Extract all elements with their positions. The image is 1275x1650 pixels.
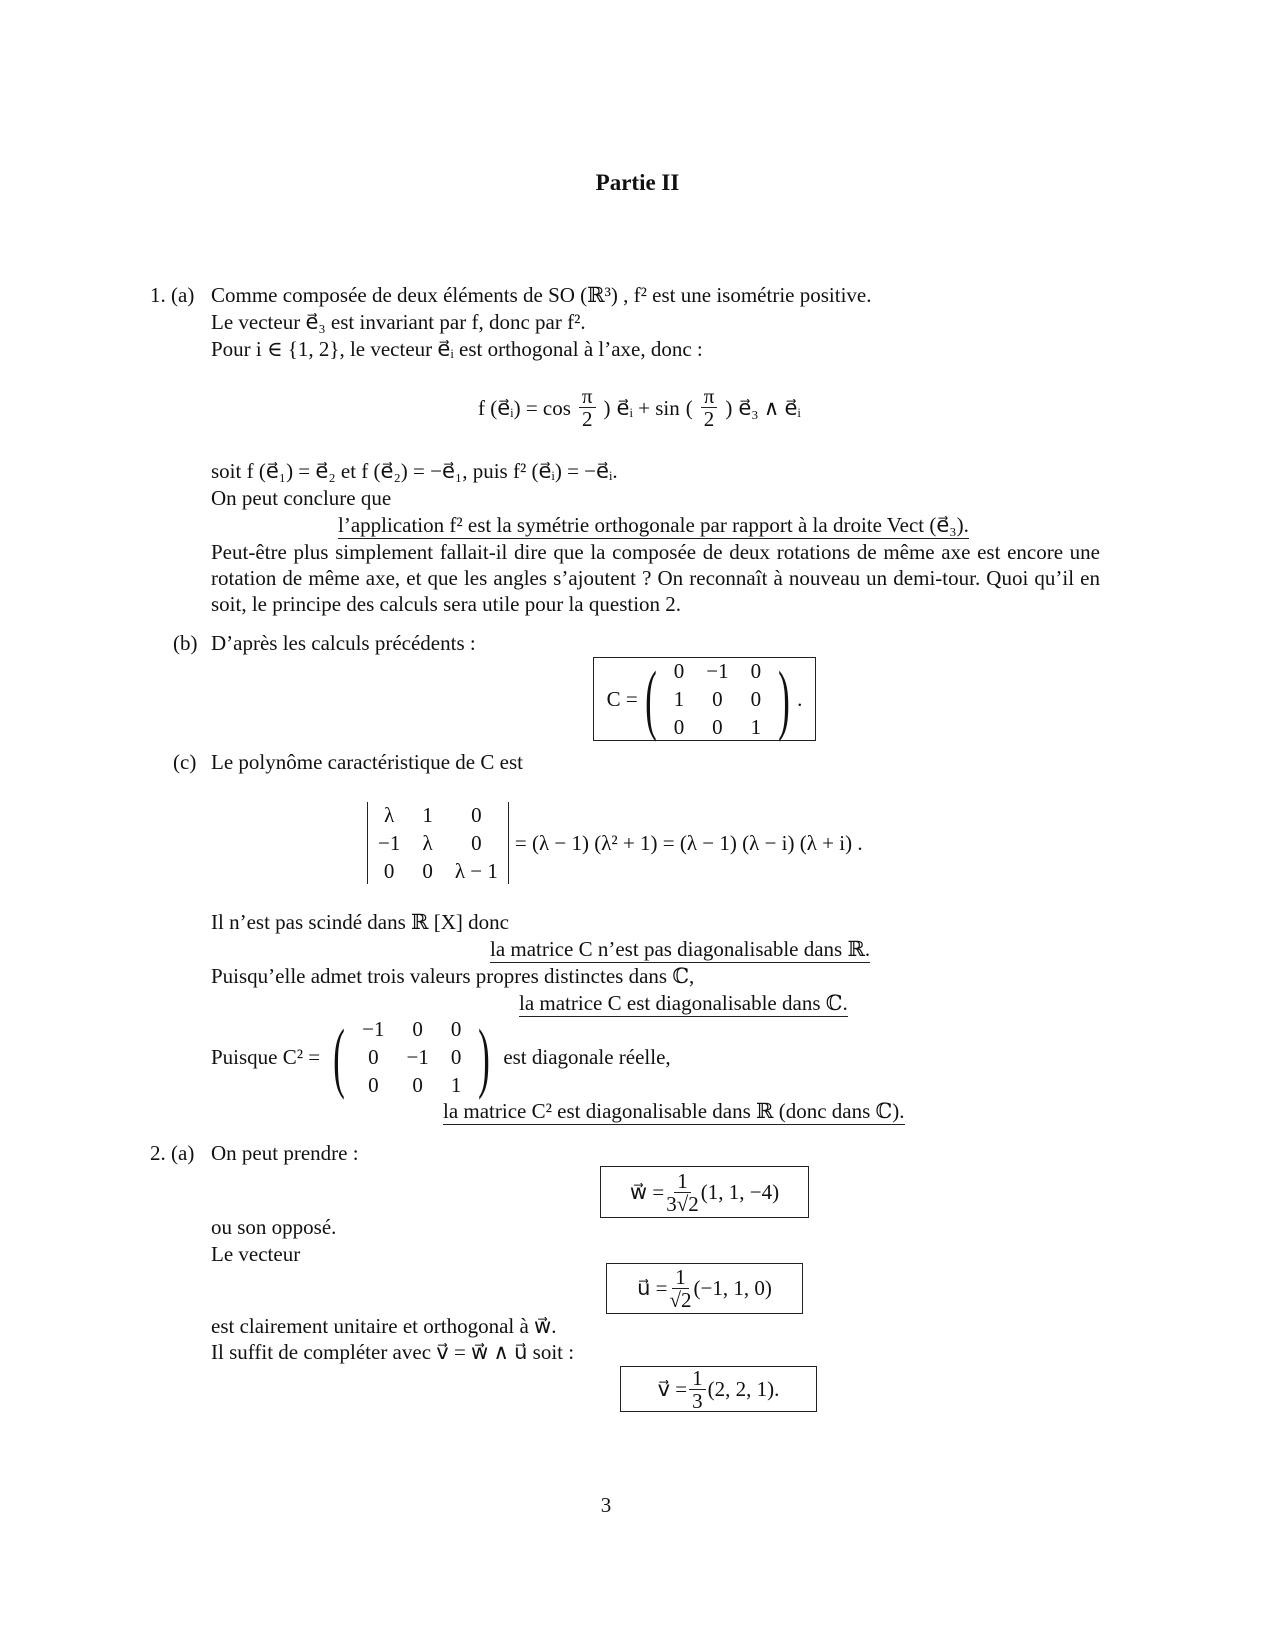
- text-line: Il n’est pas scindé dans ℝ [X] donc: [211, 910, 509, 934]
- eq-part: e⃗ᵢ + sin: [616, 395, 680, 420]
- matrix-cell: 1: [422, 803, 433, 827]
- matrix-cell: 0: [368, 1045, 379, 1069]
- matrix-cell: −1: [706, 659, 729, 683]
- denominator: 3√2: [666, 1191, 699, 1216]
- matrix-cell: 0: [750, 687, 762, 711]
- fraction: [666, 1170, 699, 1215]
- text-line: Il suffit de compléter avec v⃗ = w⃗ ∧ u⃗ soit :: [211, 1340, 575, 1364]
- text-line: Puisqu’elle admet trois valeurs propres distinctes dans ℂ,: [211, 964, 695, 988]
- text-line: Le vecteur e⃗₃ est invariant par f, donc par f².: [211, 310, 586, 334]
- eq-part: f (e⃗ᵢ) = cos: [478, 395, 571, 420]
- question-label: (c): [173, 750, 197, 774]
- matrix-C: [664, 658, 771, 740]
- matrix-cell: 0: [673, 715, 685, 739]
- determinant-result: = (λ − 1) (λ² + 1) = (λ − 1) (λ − i) (λ + i) .: [514, 831, 863, 855]
- matrix-cell: λ − 1: [454, 859, 498, 883]
- numerator: 1: [674, 1170, 691, 1193]
- denominator: 3: [692, 1388, 703, 1413]
- matrix-cell: 0: [712, 687, 723, 711]
- vector-coords: (2, 2, 1).: [707, 1376, 780, 1401]
- matrix-cell: −1: [406, 1045, 429, 1069]
- eq-part: e⃗₃ ∧ e⃗ᵢ: [738, 395, 801, 420]
- text-line: Pour i ∈ {1, 2}, le vecteur e⃗ᵢ est orthogonal à l’axe, donc :: [211, 337, 703, 361]
- matrix-cell: 0: [450, 1017, 462, 1041]
- matrix-label: C =: [606, 686, 638, 711]
- numerator: 1: [672, 1266, 689, 1289]
- matrix-cell: λ: [422, 831, 433, 855]
- matrix-cell: λ: [384, 803, 395, 827]
- matrix-C2: [352, 1016, 471, 1098]
- section-title: Partie II: [595, 170, 680, 195]
- vector-label: u⃗ =: [637, 1276, 668, 1300]
- text-line: ou son opposé.: [211, 1215, 337, 1239]
- matrix-cell: 0: [412, 1017, 423, 1041]
- matrix-cell: 0: [422, 859, 433, 883]
- fraction: [579, 385, 596, 430]
- text-line: D’après les calculs précédents :: [211, 631, 476, 655]
- period: .: [797, 686, 803, 711]
- matrix-cell: 0: [471, 803, 482, 827]
- text-part: Puisque C² =: [211, 1045, 321, 1069]
- matrix-cell: 1: [673, 687, 685, 711]
- display-equation: f (e⃗ᵢ) = cos $\frac{\pi}{2}$ ) e⃗ᵢ + sin ( $\frac{\pi}{2}$ ) e⃗₃ ∧ e⃗ᵢ: [478, 384, 801, 431]
- underlined-result: la matrice C² est diagonalisable dans ℝ (donc dans ℂ).: [443, 1099, 905, 1123]
- text-line: On peut prendre :: [211, 1141, 359, 1165]
- text-line: est clairement unitaire et orthogonal à w⃗.: [211, 1314, 557, 1338]
- text-line: On peut conclure que: [211, 486, 392, 510]
- boxed-vector-u: [606, 1263, 803, 1314]
- text-line: Le polynôme caractéristique de C est: [211, 750, 523, 774]
- underlined-result: la matrice C n’est pas diagonalisable dans ℝ.: [490, 937, 871, 961]
- matrix-cell: 1: [450, 1073, 462, 1097]
- underlined-result: la matrice C est diagonalisable dans ℂ.: [519, 991, 848, 1015]
- text-line: soit f (e⃗₁) = e⃗₂ et f (e⃗₂) = −e⃗₁, puis f² (e⃗ᵢ) = −e⃗ᵢ.: [211, 459, 618, 483]
- numerator: 1: [689, 1367, 706, 1390]
- text-line: Comme composée de deux éléments de SO (ℝ³) , f² est une isométrie positive.: [211, 283, 872, 307]
- denominator: √2: [669, 1288, 692, 1312]
- numerator: π: [579, 385, 596, 408]
- vector-label: w⃗ =: [629, 1179, 665, 1204]
- vector-coords: (−1, 1, 0): [693, 1276, 772, 1300]
- question-number: 1. (a): [150, 283, 195, 307]
- determinant-equation: [367, 802, 863, 884]
- boxed-matrix-C: C = ( 0 −1 0 1 0 0 0 0 1 ) .: [593, 657, 816, 741]
- matrix-cell: −1: [378, 831, 401, 855]
- fraction: [689, 1367, 706, 1412]
- determinant: [367, 802, 509, 884]
- fraction: [670, 1266, 692, 1311]
- fraction: [701, 385, 718, 430]
- question-label: (b): [173, 631, 198, 655]
- page-number: 3: [600, 1493, 612, 1517]
- numerator: π: [701, 385, 718, 408]
- boxed-vector-w: [600, 1166, 809, 1218]
- C2-equation: Puisque C² = ( −1 0 0 0 −1 0 0 0 1 ) est diagonale réelle,: [211, 1013, 671, 1100]
- matrix-cell: 0: [450, 1045, 462, 1069]
- denominator: 2: [703, 407, 715, 431]
- question-number: 2. (a): [150, 1141, 195, 1165]
- underlined-result: l’application f² est la symétrie orthogonale par rapport à la droite Vect (e⃗₃).: [338, 513, 969, 537]
- matrix-cell: 0: [712, 715, 723, 739]
- vector-coords: (1, 1, −4): [700, 1179, 780, 1204]
- matrix-cell: 0: [368, 1073, 379, 1097]
- text-line: Le vecteur: [211, 1242, 301, 1266]
- boxed-vector-v: [620, 1366, 817, 1412]
- denominator: 2: [581, 407, 593, 431]
- matrix-cell: −1: [362, 1017, 385, 1041]
- matrix-cell: 1: [750, 715, 762, 739]
- matrix-cell: 0: [673, 659, 685, 683]
- matrix-cell: 0: [471, 831, 482, 855]
- vector-label: v⃗ =: [657, 1376, 688, 1401]
- matrix-cell: 0: [383, 859, 395, 883]
- matrix-cell: 0: [412, 1073, 423, 1097]
- text-part: est diagonale réelle,: [503, 1045, 671, 1069]
- remark-paragraph: Peut-être plus simplement fallait-il dire que la composée de deux rotations de même axe est encore une rotation de même axe, et que les angles s’ajoutent ? On reconnaît à nouveau un demi-tour. Quoi qu’il en soit, le principe des calculs sera utile pour la question 2.: [211, 540, 1100, 616]
- matrix-cell: 0: [750, 659, 762, 683]
